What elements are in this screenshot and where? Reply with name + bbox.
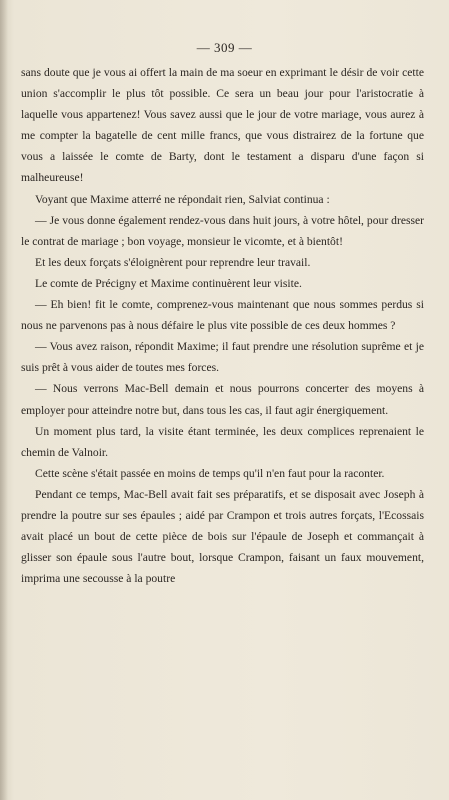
paragraph-7: — Vous avez raison, répondit Maxime; il faut prendre une résolution suprême et je suis prêt à vous aider de toutes mes forces.: [21, 340, 424, 375]
paragraph-10: Cette scène s'était passée en moins de temps qu'il n'en faut pour la raconter.: [35, 466, 385, 480]
paragraph-11: Pendant ce temps, Mac-Bell avait fait ses préparatifs, et se disposait avec Joseph à prendre la poutre sur ses épaules ; aidé par Crampon et trois autres forçats, l'Ecossais avait placé un bout de cette pièce de bois sur l'épaule de Joseph et commançait à glisser son épaule sous l'autre bout, lorsque Crampon, faisant un faux mouvement, imprima une secousse à la poutre: [21, 487, 424, 586]
page-body-text: [21, 62, 424, 589]
paragraph-9: Un moment plus tard, la visite étant terminée, les deux complices reprenaient le chemin de Valnoir.: [21, 424, 424, 459]
paragraph-5: Le comte de Précigny et Maxime continuèrent leur visite.: [35, 276, 302, 290]
paragraph-8: — Nous verrons Mac-Bell demain et nous pourrons concerter des moyens à employer pour atteindre notre but, dans tous les cas, il faut agir énergiquement.: [21, 382, 424, 417]
paragraph-4: Et les deux forçats s'éloignèrent pour reprendre leur travail.: [35, 255, 311, 269]
paragraph-2: Voyant que Maxime atterré ne répondait rien, Salviat continua :: [35, 192, 330, 206]
page-number: — 309 —: [196, 40, 253, 55]
paragraph-1: sans doute que je vous ai offert la main de ma soeur en exprimant le désir de voir cette union s'accomplir le plus tôt possible. Ce sera un beau jour pour l'aristocratie à laquelle vous appartenez! Vous savez aussi que le jour de votre mariage, vous aurez à me compter la bagatelle de cent mille francs, que vous distrairez de la fortune que vous a laissée le comte de Barty, dont le testament a disparu d'une façon si malheureuse!: [21, 66, 424, 185]
paragraph-3: — Je vous donne également rendez-vous dans huit jours, à votre hôtel, pour dresser le contrat de mariage ; bon voyage, monsieur le vicomte, et à bientôt!: [21, 213, 424, 248]
paragraph-6: — Eh bien! fit le comte, comprenez-vous maintenant que nous sommes perdus si nous ne parvenons pas à nous défaire le plus vite possible de ces deux hommes ?: [21, 298, 424, 333]
page-gutter-shadow: [0, 0, 8, 800]
